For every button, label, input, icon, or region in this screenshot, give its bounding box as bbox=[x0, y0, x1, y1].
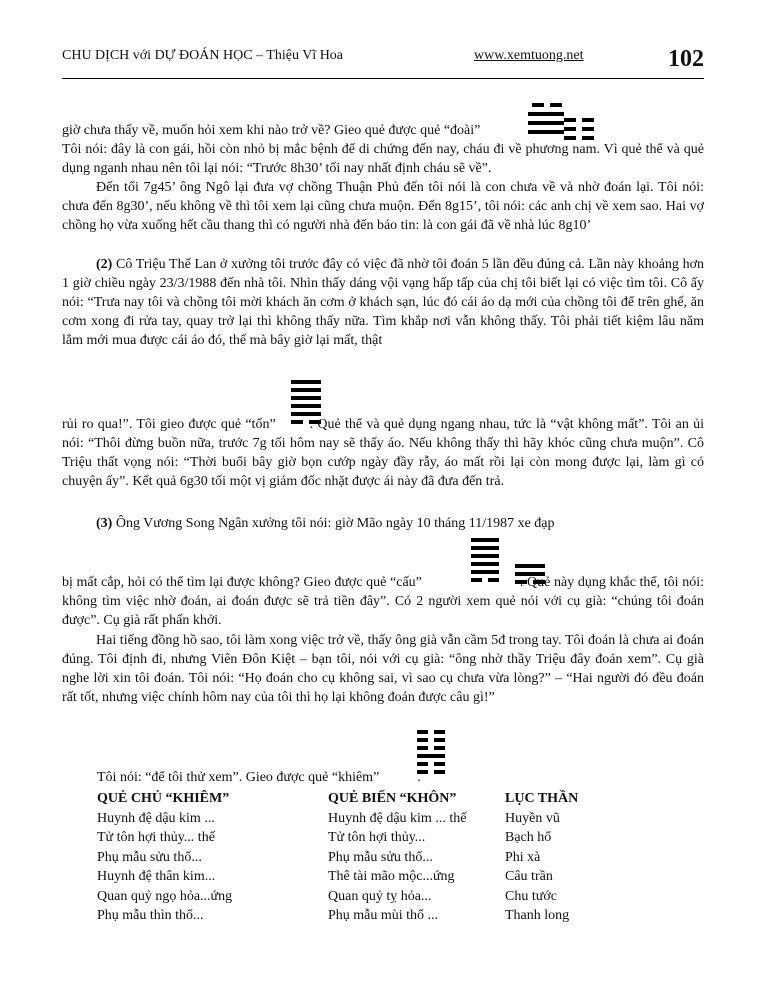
table-row bbox=[97, 828, 625, 848]
paragraph-5-start: rủi ro qua!”. Tôi gieo được quẻ “tốn” bbox=[62, 417, 276, 432]
table-cell: Thanh long bbox=[505, 908, 570, 923]
paragraph-4-text: Cô Triệu Thế Lan ở xưởng tôi trước đây có việc đã nhờ tôi đoán 5 lần đều đúng cả. Lần này khoảng hơn 1 giờ chiều ngày 23/3/1988 đến nhà tôi. Nhìn thấy dáng vội vạng hấp tấp của chị tôi biết lại có việc tìm tôi. Cô ấy nói: “Trưa nay tôi và chồng tôi mời khách ăn cơm ở khách sạn, lúc đó cái áo dạ mới của chồng tôi để trên ghế, ăn cơm xong đi rửa tay, quay trở lại thì không thấy nữa. Tìm khắp nơi vẫn không thấy. Tôi phải tiết kiệm lâu năm lắm mới mua được cái áo đó, thế mà bây giờ lại mất, thật bbox=[62, 257, 704, 348]
paragraph-1: giờ chưa thấy về, muốn hỏi xem khi nào trở về? Gieo quẻ được quẻ “đoài” bbox=[62, 123, 481, 138]
table-row bbox=[97, 867, 625, 887]
paragraph-6-text: Ông Vương Song Ngân xưởng tôi nói: giờ Mão ngày 10 tháng 11/1987 xe đạp bbox=[112, 516, 555, 531]
table-cell: Thê tài mão mộc...ứng bbox=[328, 869, 455, 884]
paragraph-3: Đến tối 7g45’ ông Ngô lại đưa vợ chồng Thuận Phủ đến tôi nói là con chưa về và nhờ đoán lại. Tôi nói: chưa đến 8g30’, nếu không về thì tôi xem lại cũng chưa muộn. Đến 8g15’, tôi nói: các anh chị về xem sao. Hai vợ chồng họ vừa xuống hết cầu thang thì có người nhà đến báo tin: là con gái đã về nhà lúc 8g10’ bbox=[62, 180, 704, 233]
table-cell: Bạch hổ bbox=[505, 830, 552, 845]
page-number: 102 bbox=[668, 46, 704, 72]
table-cell: Huyền vũ bbox=[505, 810, 560, 826]
paragraph-9-text: Tôi nói: “để tôi thử xem”. Gieo được quẻ “khiêm” bbox=[97, 770, 380, 785]
website-link[interactable]: www.xemtuong.net bbox=[474, 48, 584, 63]
hexagram-table bbox=[97, 789, 625, 926]
header-luc-than: LỤC THẦN bbox=[505, 791, 579, 806]
table-cell: Quan quỷ tỵ hỏa... bbox=[328, 888, 432, 904]
paragraph-2: Tôi nói: đây là con gái, hồi còn nhỏ bị mắc bệnh để di chứng đến nay, cháu đi về phương nam. Vì quẻ thể và quẻ dụng nganh nhau nên tôi lại nói: “Trước 8h30’ tối nay nhất định cháu sẽ về”. bbox=[62, 142, 704, 176]
paragraph-4 bbox=[62, 255, 704, 350]
paragraph-5-rest: . Quẻ thể và quẻ dụng ngang nhau, tức là “vật không mất”. Tôi an ủi nói: “Thôi đừng buồn nữa, trước 7g tối hôm nay sẽ thấy áo. Nếu không thấy thì hãy khóc cũng chưa muộn”. Cô Triệu thất vọng nói: “Thời buổi bây giờ bọn cướp ngày đầy rẫy, áo mất rồi lại còn mong được lại, làm gì có chuyện ấy”. Kết quả 6g30 tối một vị giám đốc nhặt được ái này đã đưa đến trả. bbox=[62, 417, 704, 489]
paragraph-5 bbox=[62, 415, 704, 491]
table-row bbox=[97, 906, 625, 926]
table-cell: Câu trần bbox=[505, 869, 553, 884]
table-cell: Huynh đệ thân kim... bbox=[97, 869, 216, 884]
table-cell: Phụ mẫu mùi thổ ... bbox=[328, 908, 439, 923]
table-cell: Tử tôn hợi thủy... thế bbox=[97, 830, 215, 845]
table-row bbox=[97, 848, 625, 868]
table-cell: Huynh đệ dậu kim ... thế bbox=[328, 810, 467, 826]
paragraph-6 bbox=[62, 514, 704, 533]
table-cell: Phụ mẫu sửu thổ... bbox=[97, 849, 202, 865]
book-title: CHU DỊCH với DỰ ĐOÁN HỌC – Thiệu Vĩ Hoa bbox=[62, 48, 344, 63]
header-que-chu: QUẺ CHỦ “KHIÊM” bbox=[97, 791, 230, 806]
paragraph-7-start: bị mất cắp, hỏi có thể tìm lại được không? Gieo được quẻ “cấu” bbox=[62, 575, 422, 590]
table-cell: Phi xà bbox=[505, 849, 541, 865]
table-row bbox=[97, 887, 625, 907]
paragraph-9 bbox=[97, 768, 697, 787]
paragraph-9-end: . bbox=[417, 770, 421, 785]
table-cell: Tử tôn hợi thủy... bbox=[328, 830, 426, 845]
table-cell: Phụ mẫu sửu thổ... bbox=[328, 849, 433, 865]
paragraph-8: Hai tiếng đồng hồ sao, tôi làm xong việc trở về, thấy ông già vẫn cầm 5đ trong tay. Tôi đoán là chưa ai đoán đúng. Tôi định đi, nhưng Viên Đôn Kiệt – bạn tôi, nói với cụ già: “ông nhờ thầy Triệu đây đoán xem”. Cụ già nghe lời xin tôi đoán. Tôi nói: “Họ đoán cho cụ không sai, vì sao cụ chưa vừa lòng?” – “Hai người đó đều đoán rất tốt, nhưng việc chính hôm nay của tôi thì họ lại không đoán được câu gì!” bbox=[62, 633, 704, 705]
case-number-2: (2) bbox=[96, 257, 113, 272]
paragraph-7-rest: . Quẻ này dụng khắc thể, tôi nói: không tìm việc nhờ đoán, ai đoán được sẽ trả tiền đây”. Có 2 người xem quẻ nói với cụ già: “chúng tôi đoán được”. Cụ già rất phấn khởi. bbox=[62, 575, 704, 628]
table-cell: Chu tước bbox=[505, 888, 557, 904]
case-number-3: (3) bbox=[96, 516, 113, 531]
table-cell: Quan quỷ ngọ hỏa...ứng bbox=[97, 888, 233, 904]
table-header bbox=[97, 789, 625, 809]
table-row bbox=[97, 809, 625, 829]
paragraph-7 bbox=[62, 573, 704, 630]
header-que-bien: QUẺ BIẾN “KHÔN” bbox=[328, 791, 457, 806]
table-cell: Huynh đệ dậu kim ... bbox=[97, 810, 215, 826]
header-rule bbox=[62, 78, 704, 79]
page-header bbox=[62, 48, 704, 80]
table-cell: Phụ mẫu thìn thổ... bbox=[97, 908, 204, 923]
